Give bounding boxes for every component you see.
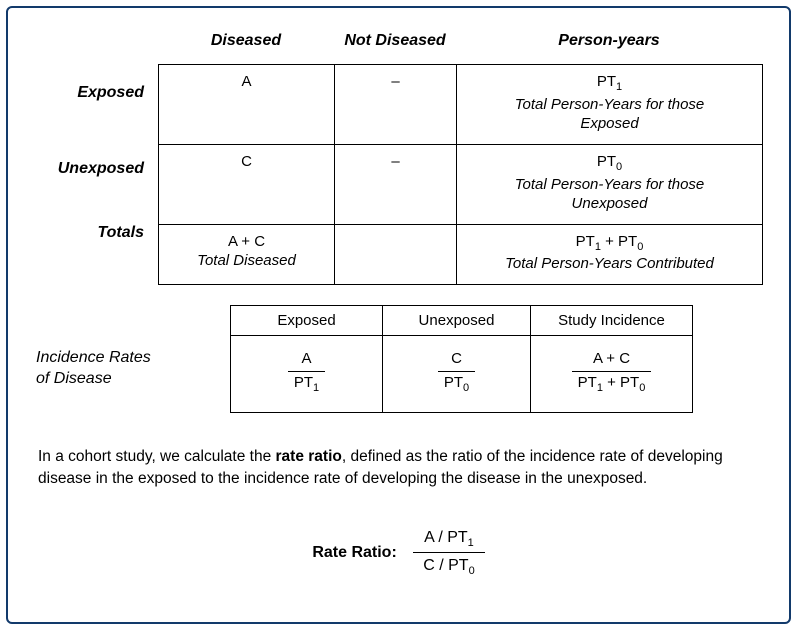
incidence-rates-label-line1: Incidence Rates xyxy=(36,349,151,366)
cell-unexposed-person-years-caption-1: Total Person-Years for those xyxy=(514,175,705,193)
cell-totals-person-years-caption: Total Person-Years Contributed xyxy=(505,255,714,273)
fraction-unexposed xyxy=(438,350,475,396)
cell-totals-not-diseased xyxy=(335,224,457,284)
cell-unexposed-person-years-caption-2: Unexposed xyxy=(571,195,648,212)
cell-totals-diseased-value: A + C xyxy=(227,232,266,250)
rate-ratio-fraction xyxy=(413,528,484,579)
table-row xyxy=(159,224,763,284)
rate-ratio-inner xyxy=(312,528,484,579)
row-label-unexposed: Unexposed xyxy=(57,160,144,177)
cohort-two-by-two-table xyxy=(32,26,772,273)
fraction-unexposed-numerator: C xyxy=(451,350,462,367)
cell-totals-diseased xyxy=(159,224,335,284)
incidence-cell-study-incidence xyxy=(531,336,693,413)
table-row xyxy=(159,144,763,224)
fraction-study-incidence-denominator: $PT_1 + PT_0$ xyxy=(572,371,652,396)
cell-exposed-diseased-value: A xyxy=(241,73,252,90)
fraction-exposed-numerator: A xyxy=(301,350,312,367)
incidence-value-row xyxy=(231,336,693,413)
paragraph-part-2: , defined as the ratio of the incidence rate of developing disease in the exposed to the incidence rate of developing the disease in the unexposed. xyxy=(38,448,723,488)
cell-exposed-person-years-caption-1: Total Person-Years for those xyxy=(514,95,705,113)
fraction-exposed-denominator: $PT_1$ xyxy=(288,371,325,396)
cell-unexposed-person-years-value: $PT_0$ xyxy=(596,152,623,173)
rate-ratio-label: Rate Ratio: xyxy=(312,544,397,562)
row-label-exposed: Exposed xyxy=(77,84,144,101)
incidence-rates-label-line2: of Disease xyxy=(36,369,112,387)
fraction-study-incidence xyxy=(572,350,652,396)
cell-totals-diseased-caption: Total Diseased xyxy=(197,252,296,270)
main-table xyxy=(158,64,763,285)
fraction-unexposed-denominator: $PT_0$ xyxy=(438,371,475,396)
incidence-rates-table xyxy=(230,305,693,413)
cell-unexposed-person-years xyxy=(457,144,763,224)
cell-unexposed-not-diseased-value: – xyxy=(391,152,400,170)
incidence-cell-unexposed xyxy=(383,336,531,413)
cell-exposed-not-diseased xyxy=(335,65,457,145)
column-header-not-diseased: Not Diseased xyxy=(344,32,446,49)
incidence-header-exposed: Exposed xyxy=(231,306,383,336)
cell-exposed-person-years-value: $PT_1$ xyxy=(596,73,623,93)
rate-ratio-denominator: C / $PT_0$ xyxy=(413,552,484,578)
incidence-header-row xyxy=(231,306,693,336)
figure-border xyxy=(6,6,791,624)
cell-unexposed-not-diseased xyxy=(335,144,457,224)
cell-totals-person-years xyxy=(457,224,763,284)
explanatory-paragraph xyxy=(38,446,768,491)
fraction-study-incidence-numerator: A + C xyxy=(592,350,631,367)
column-header-diseased: Diseased xyxy=(210,32,282,49)
incidence-cell-exposed xyxy=(231,336,383,413)
cell-totals-person-years-value: $PT_1 + PT_0$ xyxy=(575,232,644,253)
incidence-header-unexposed: Unexposed xyxy=(383,306,531,336)
cell-exposed-person-years-caption-2: Exposed xyxy=(580,115,639,133)
cell-exposed-person-years xyxy=(457,65,763,145)
column-header-person-years: Person-years xyxy=(558,32,660,49)
cell-exposed-diseased xyxy=(159,65,335,145)
paragraph-bold-term: rate ratio xyxy=(275,448,342,465)
cell-exposed-not-diseased-value: – xyxy=(391,73,400,90)
table-row xyxy=(159,65,763,145)
paragraph-part-1: In a cohort study, we calculate the xyxy=(38,448,276,465)
incidence-header-study-incidence: Study Incidence xyxy=(531,306,693,336)
rate-ratio-numerator: A / $PT_1$ xyxy=(424,529,474,550)
rate-ratio-formula xyxy=(8,528,789,579)
cell-unexposed-diseased xyxy=(159,144,335,224)
cell-unexposed-diseased-value: C xyxy=(241,152,252,170)
incidence-rates-label xyxy=(36,348,216,390)
column-header-row xyxy=(32,26,772,56)
fraction-exposed xyxy=(288,350,325,396)
row-label-totals: Totals xyxy=(97,224,144,241)
